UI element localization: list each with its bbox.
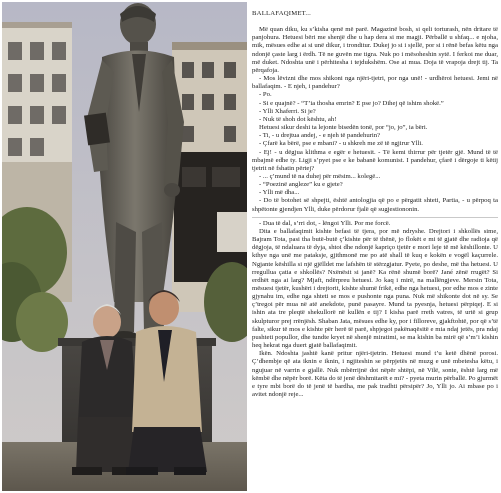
text-block-bottom <box>252 220 498 399</box>
paragraph: - ... ç’mund të na duhej për mësim... kolegë... <box>259 172 381 180</box>
paragraph: - Çfarë ka bërë, pse e mbani? - u shkreh me zë të ngjirur Ylli. <box>259 140 423 148</box>
paragraph: - Si e quajnë? - “T’ia thosha emrin? E pse jo? Dihej që ishim shokë.” <box>259 99 444 107</box>
paragraph: - Nuk të shoh dot kështu, ah! <box>259 115 337 123</box>
paragraph: - Ylli Xhaferri. Si je? <box>259 107 316 115</box>
paragraph: Hetuesi sikur deshi ta lejonte bisedën tonë, por “jo, jo”, ia bëri. <box>259 124 428 132</box>
paragraph: - Do të botohet së shpejti, është antologjia që po e përgatit shteti, Partia, - u përpoq ta shpëtonte gjendjen Ylli, duke përdorur fjalë që sugjestiononin. <box>252 197 498 213</box>
paragraph: Ikën. Ndoshta jashtë kanë pritur njëri-tjetrin. Hetuesi mund t’u ketë dhënë porosi. Ç’dhembje që ata iknin e iknin, i ngjiteshin se përpjetës në muzg e unë mbetesha këtu, i ngujuar në varrin e gjallë. Nuk mbërrijnë dot nëpër shtëpi, në Vilë, sonte, është larg më këmbë dhe nëpër borë. Këta do të jenë dëshmitarët e mi? - pyeta murin përballë. Po gjurmët e tyre mbi borë do të jenë të bardha, me pak tradhti përsipër? Jo, Ylli jo. Ai mbase po i avitet ndonjë reje... <box>252 350 498 399</box>
paragraph: - Po. <box>259 91 272 99</box>
paragraph: Më quan diku, ku s’kisha qenë më parë. Magazinë bosh, si qeli torturash, nën dritare të panjohura. Hetuesi bëri me shenjë dhe u hap dera si me magji. Përballë u shfaq... e njoha, mik, mësues edhe ai si unë dikur, i tronditur. Dukej jo si i sjellë, por si i rënë befas këtu nga ndonjë çaste larg i ërdh. Të ne guvën me tigra. Nuk po i mësoheshin sytë. I ferkoi me duar, më duket. Ndoshta unë i përhitesha i tejdukshëm. Ose ai mua. Doja të vrapoja drejt tij. Ta përqafoja. <box>252 26 498 74</box>
photograph <box>2 2 247 491</box>
paragraph: Dita e ballafaqimit kishte befasi të tjera, por më ndryshe. Drejtori i shkollës sime, Bajram Tota, pasi tha butë-butë ç’kishte për të thënë, jo flokët e mi të gjatë dhe radioja që dëgjoja, të ndaluara të dyja, shtoi dhe ndonjë kapriço tjetër e mori leje të më këshillonte. U kthye nga unë me pataksje, gjithmonë me po atë shall të kuq e kokën e vogël kaçurrele. Ngjante këshilla si një gjëlldet me lafshën të stërzgjatur. Pyete, po deshe, më tha hetuesi. U rregullua çatia e shkollës? Nxënësit si janë? Ka rënë shumë borë? Jané zënë rrugët? Si erdhët nga ai larg? Mjaft, ndërpreu hetuesi. Jo kaq i mirë, na mallëngjeve. Mersin Tota, mësuesi tjetër, kushëri i drejtorit, kishte shumë frikë, edhe nga hetuesi, por edhe mos e zinte gjynahu im, edhe nga shteti se mos e pushonte nga puna. Nuk më shikonte dot në sy. Se ç’tregoi për mua në atë anekdote, punë pasayre. Mund ta pyesnja, hetuesi përpiqej. E si ishin ata tre pleqtë shekullorë në kullën e tij? I kisha parë rreth vatres, të urtë si grup skulpturor prej rrënjësh. Shaban Jata, mësues edhe ky, por i filloreve, gjakftohtë, por që s’të falte, sikur të mos e kishte për herë të parë, shpjegoi pakënaqësitë e mia ndaj jetës, pra ndaj pushteti popullor, dhe tundte kryet në shenjë miratimi, se ma kishin ba mirë që s’m’i kishin heq hekrat nga duert gjatë ballafaqimit. <box>252 227 498 350</box>
paragraph: - Mos lëvizni dhe mos shikoni nga njëri-tjetri, por nga unë! - urdhëroi hetuesi. Jemi në ballafaqim. - E njeh, i pandehur? <box>252 75 498 91</box>
paragraph: - Ylli më dha... <box>259 189 300 197</box>
story-text-column <box>252 2 498 491</box>
paragraph: - Ti, - u drejtua andej, - e njeh të pandehurin? <box>259 132 381 140</box>
chapter-title: BALLAFAQIMET... <box>252 10 312 17</box>
page-break-divider <box>252 217 498 218</box>
paragraph: - Dua të dal, s’rri dot, - lëngoi Ylli. Por me forcë. <box>259 219 391 227</box>
paragraph: - “Poezinë angleze” ku e gjete? <box>259 181 343 189</box>
text-block-top <box>252 26 498 214</box>
paragraph: - Ej! - u dëgjua klithma e egër e hetuesit. - Të kemi thirrur për tjetër gjë. Mund të të mbajmë edhe ty. Ligji s’pyet pse e ke babanë komunist. I pandehur, çfarë i dërgoje ti këtij tjetrit në fshatin përtej? <box>252 148 498 172</box>
statue-photo-illustration <box>2 2 247 491</box>
